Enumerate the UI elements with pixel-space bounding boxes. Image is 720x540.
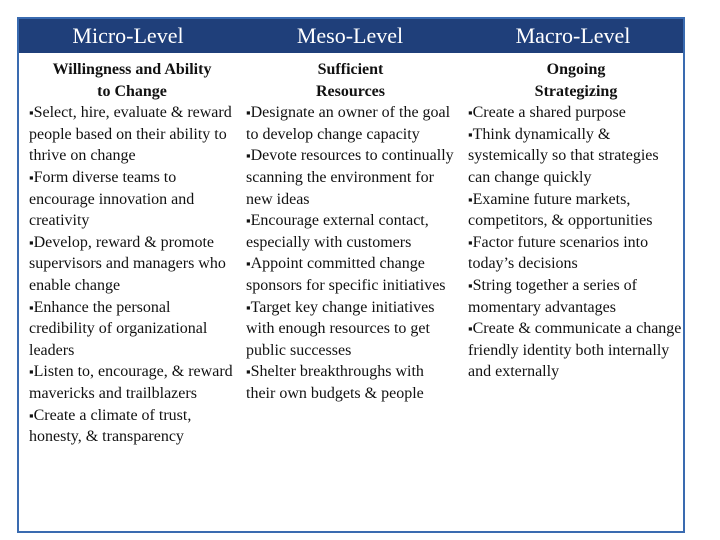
list-item: ▪Target key change initiatives with enough resources to get public successes xyxy=(246,298,435,359)
change-capacity-table xyxy=(17,17,685,533)
list-item-text: Select, hire, evaluate & reward people based on their ability to thrive on change xyxy=(29,104,232,165)
column-title-line1: Willingness and Ability xyxy=(52,61,212,78)
list-item-text: Listen to, encourage, & reward mavericks and trailblazers xyxy=(29,363,233,402)
list-item: ▪Develop, reward & promote supervisors and managers who enable change xyxy=(29,233,226,294)
list-item: ▪Designate an owner of the goal to develop change capacity xyxy=(246,104,451,143)
list-item: ▪Examine future markets, competitors, & opportunities xyxy=(468,190,653,230)
column-title xyxy=(468,59,684,102)
meso-level-column xyxy=(246,59,455,405)
column-title xyxy=(246,59,455,102)
list-item-text: Create a shared purpose xyxy=(472,104,626,122)
list-item: ▪Devote resources to continually scanning the environment for new ideas xyxy=(246,147,454,208)
list-item-text: Encourage external contact, especially with customers xyxy=(246,212,429,251)
list-item: ▪Encourage external contact, especially with customers xyxy=(246,212,429,251)
micro-level-column xyxy=(29,59,235,448)
header-micro-level: Micro-Level xyxy=(72,23,184,48)
column-title-line2: Resources xyxy=(315,82,386,100)
list-item-text: Develop, reward & promote supervisors and managers who enable change xyxy=(29,233,226,294)
list-item-text: Factor future scenarios into today’s decisions xyxy=(468,233,649,273)
header-bar xyxy=(19,19,683,53)
list-item-text: Create a climate of trust, honesty, & transparency xyxy=(29,406,192,446)
list-item: ▪Create a shared purpose xyxy=(468,104,626,122)
list-item-text: Designate an owner of the goal to develop change capacity xyxy=(246,104,451,143)
header-meso-level: Meso-Level xyxy=(296,23,404,48)
list-item-text: Target key change initiatives with enough resources to get public successes xyxy=(246,298,435,359)
list-item-text: Enhance the personal credibility of organizational leaders xyxy=(29,298,208,359)
list-item: ▪Shelter breakthroughs with their own budgets & people xyxy=(246,363,424,402)
column-title-line1: Ongoing xyxy=(546,61,606,78)
list-item-text: Create & communicate a change friendly identity both internally and externally xyxy=(468,320,682,381)
column-title-line2: Strategizing xyxy=(534,82,618,100)
list-item: ▪Enhance the personal credibility of organizational leaders xyxy=(29,298,208,359)
column-title-line2: to Change xyxy=(97,82,167,100)
macro-level-column xyxy=(468,59,684,383)
list-item: ▪Think dynamically & systemically so that strategies can change quickly xyxy=(468,125,659,186)
list-item-text: Think dynamically & systemically so that strategies can change quickly xyxy=(468,125,659,186)
column-title xyxy=(29,59,235,102)
header-macro-level: Macro-Level xyxy=(515,23,631,48)
list-item-text: Appoint committed change sponsors for specific initiatives xyxy=(246,255,446,294)
list-item-text: Devote resources to continually scanning the environment for new ideas xyxy=(246,147,454,208)
list-item-text: Examine future markets, competitors, & opportunities xyxy=(468,190,653,230)
list-item: ▪Appoint committed change sponsors for specific initiatives xyxy=(246,255,446,294)
list-item-text: Shelter breakthroughs with their own budgets & people xyxy=(246,363,424,402)
list-item: ▪Select, hire, evaluate & reward people based on their ability to thrive on change xyxy=(29,104,232,165)
list-item: ▪Listen to, encourage, & reward mavericks and trailblazers xyxy=(29,363,233,402)
list-item: ▪String together a series of momentary advantages xyxy=(468,276,638,316)
list-item: ▪Create & communicate a change friendly identity both internally and externally xyxy=(468,320,682,381)
list-item-text: Form diverse teams to encourage innovation and creativity xyxy=(29,168,195,230)
list-item: ▪Factor future scenarios into today’s decisions xyxy=(468,233,649,273)
list-item: ▪Create a climate of trust, honesty, & transparency xyxy=(29,406,192,446)
list-item-text: String together a series of momentary advantages xyxy=(468,276,638,316)
column-title-line1: Sufficient xyxy=(317,61,384,78)
list-item: ▪Form diverse teams to encourage innovation and creativity xyxy=(29,168,195,230)
